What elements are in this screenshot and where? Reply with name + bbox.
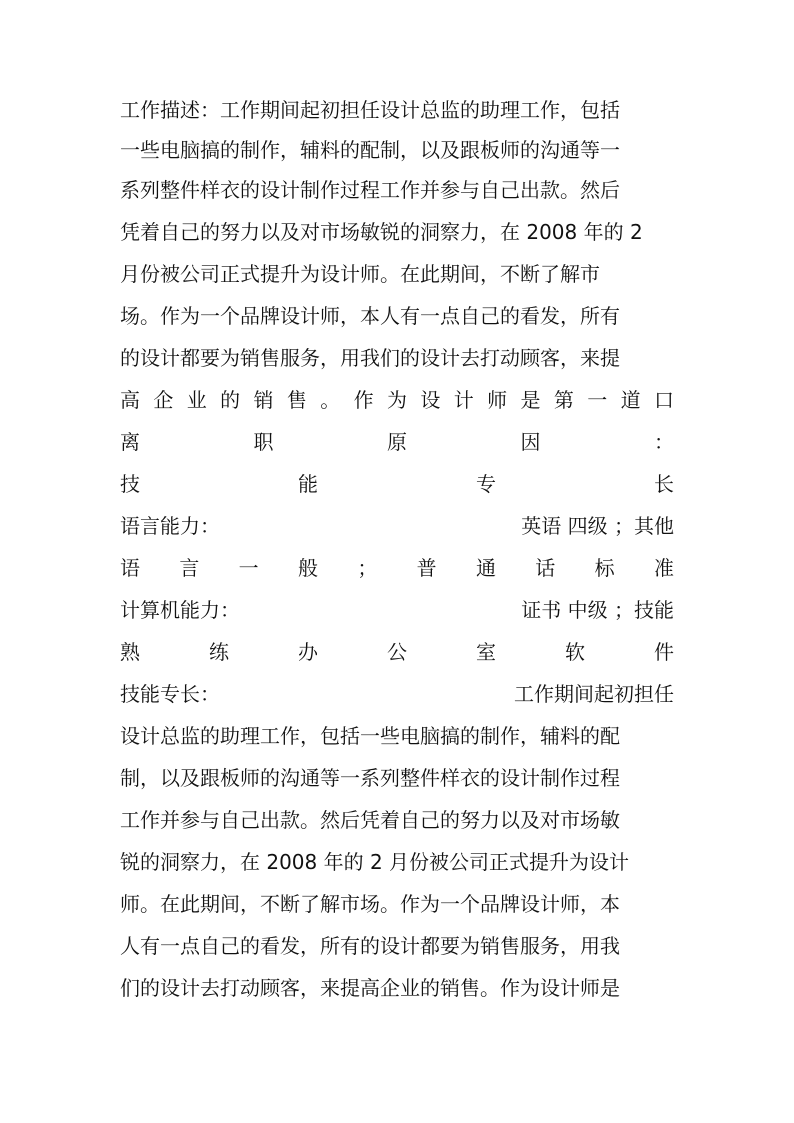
paragraph-line: 们的设计去打动顾客，来提高企业的销售。作为设计师是 xyxy=(120,976,620,1000)
computer-row xyxy=(120,590,674,630)
char: 专 xyxy=(476,472,496,496)
char: 第 xyxy=(553,388,574,412)
char: 练 xyxy=(209,640,229,664)
char: 职 xyxy=(253,430,274,454)
char: 为 xyxy=(387,388,407,412)
computer-detail xyxy=(120,632,674,672)
char: 作 xyxy=(353,388,374,412)
language-value: 英语 四级 ；其他 xyxy=(521,514,674,538)
paragraph-line: 制，以及跟板师的沟通等一系列整件样衣的设计制作过程 xyxy=(120,766,620,790)
paragraph-line: 人有一点自己的看发，所有的设计都要为销售服务，用我 xyxy=(120,934,620,958)
char: 言 xyxy=(179,556,200,580)
language-row xyxy=(120,506,674,546)
char: 道 xyxy=(620,388,641,412)
char: 高 xyxy=(120,388,140,412)
char: ： xyxy=(654,430,674,454)
paragraph-line: 一些电脑搞的制作，辅料的配制，以及跟板师的沟通等一 xyxy=(120,138,620,162)
char: 企 xyxy=(153,388,174,412)
paragraph-line: 设计总监的助理工作，包括一些电脑搞的制作，辅料的配 xyxy=(120,724,620,748)
char: 售 xyxy=(286,388,307,412)
language-label: 语言能力： xyxy=(120,514,220,538)
char: 一 xyxy=(238,556,259,580)
char: 通 xyxy=(475,556,496,580)
char: 标 xyxy=(594,556,615,580)
char: ； xyxy=(357,556,378,580)
char: 原 xyxy=(387,430,407,454)
char: 软 xyxy=(565,640,585,664)
char: 业 xyxy=(186,388,207,412)
char: 熟 xyxy=(120,640,140,664)
skills-label: 技能专长： xyxy=(120,682,220,706)
paragraph-line: 系列整件样衣的设计制作过程工作并参与自己出款。然后 xyxy=(120,178,620,202)
paragraph-line: 锐的洞察力，在 2008 年的 2 月份被公司正式提升为设计 xyxy=(120,850,630,874)
char: 口 xyxy=(654,388,674,412)
char: 普 xyxy=(416,556,437,580)
char: 办 xyxy=(298,640,318,664)
paragraph-line: 场。作为一个品牌设计师，本人有一点自己的看发，所有 xyxy=(120,304,620,328)
resign-reason-label xyxy=(120,422,674,462)
language-detail xyxy=(120,548,674,588)
char: 件 xyxy=(654,640,674,664)
char: 的 xyxy=(220,388,241,412)
char: 一 xyxy=(587,388,608,412)
skills-value: 工作期间起初担任 xyxy=(514,682,674,706)
paragraph-line: 师。在此期间，不断了解市场。作为一个品牌设计师，本 xyxy=(120,892,620,916)
computer-value: 证书 中级 ；技能 xyxy=(521,598,674,622)
char: 室 xyxy=(476,640,496,664)
char: 准 xyxy=(653,556,674,580)
char: 能 xyxy=(298,472,318,496)
paragraph-line-justified xyxy=(120,380,674,420)
char: 。 xyxy=(320,388,341,412)
char: 般 xyxy=(297,556,318,580)
char: 公 xyxy=(387,640,407,664)
char: 语 xyxy=(120,556,140,580)
char: 师 xyxy=(487,388,508,412)
computer-label: 计算机能力： xyxy=(120,598,240,622)
char: 因 xyxy=(520,430,541,454)
char: 设 xyxy=(420,388,441,412)
char: 是 xyxy=(520,388,541,412)
paragraph-line: 的设计都要为销售服务，用我们的设计去打动顾客，来提 xyxy=(120,346,620,370)
paragraph-line: 月份被公司正式提升为设计师。在此期间，不断了解市 xyxy=(120,262,600,286)
paragraph-line: 工作并参与自己出款。然后凭着自己的努力以及对市场敏 xyxy=(120,808,620,832)
char: 计 xyxy=(453,388,474,412)
skills-header xyxy=(120,464,674,504)
paragraph-line: 凭着自己的努力以及对市场敏锐的洞察力，在 2008 年的 2 xyxy=(120,220,643,244)
char: 长 xyxy=(654,472,674,496)
char: 离 xyxy=(120,430,140,454)
char: 话 xyxy=(535,556,556,580)
paragraph-line: 工作描述：工作期间起初担任设计总监的助理工作，包括 xyxy=(120,98,620,122)
char: 销 xyxy=(253,388,274,412)
char: 技 xyxy=(120,472,140,496)
skills-row xyxy=(120,674,674,714)
